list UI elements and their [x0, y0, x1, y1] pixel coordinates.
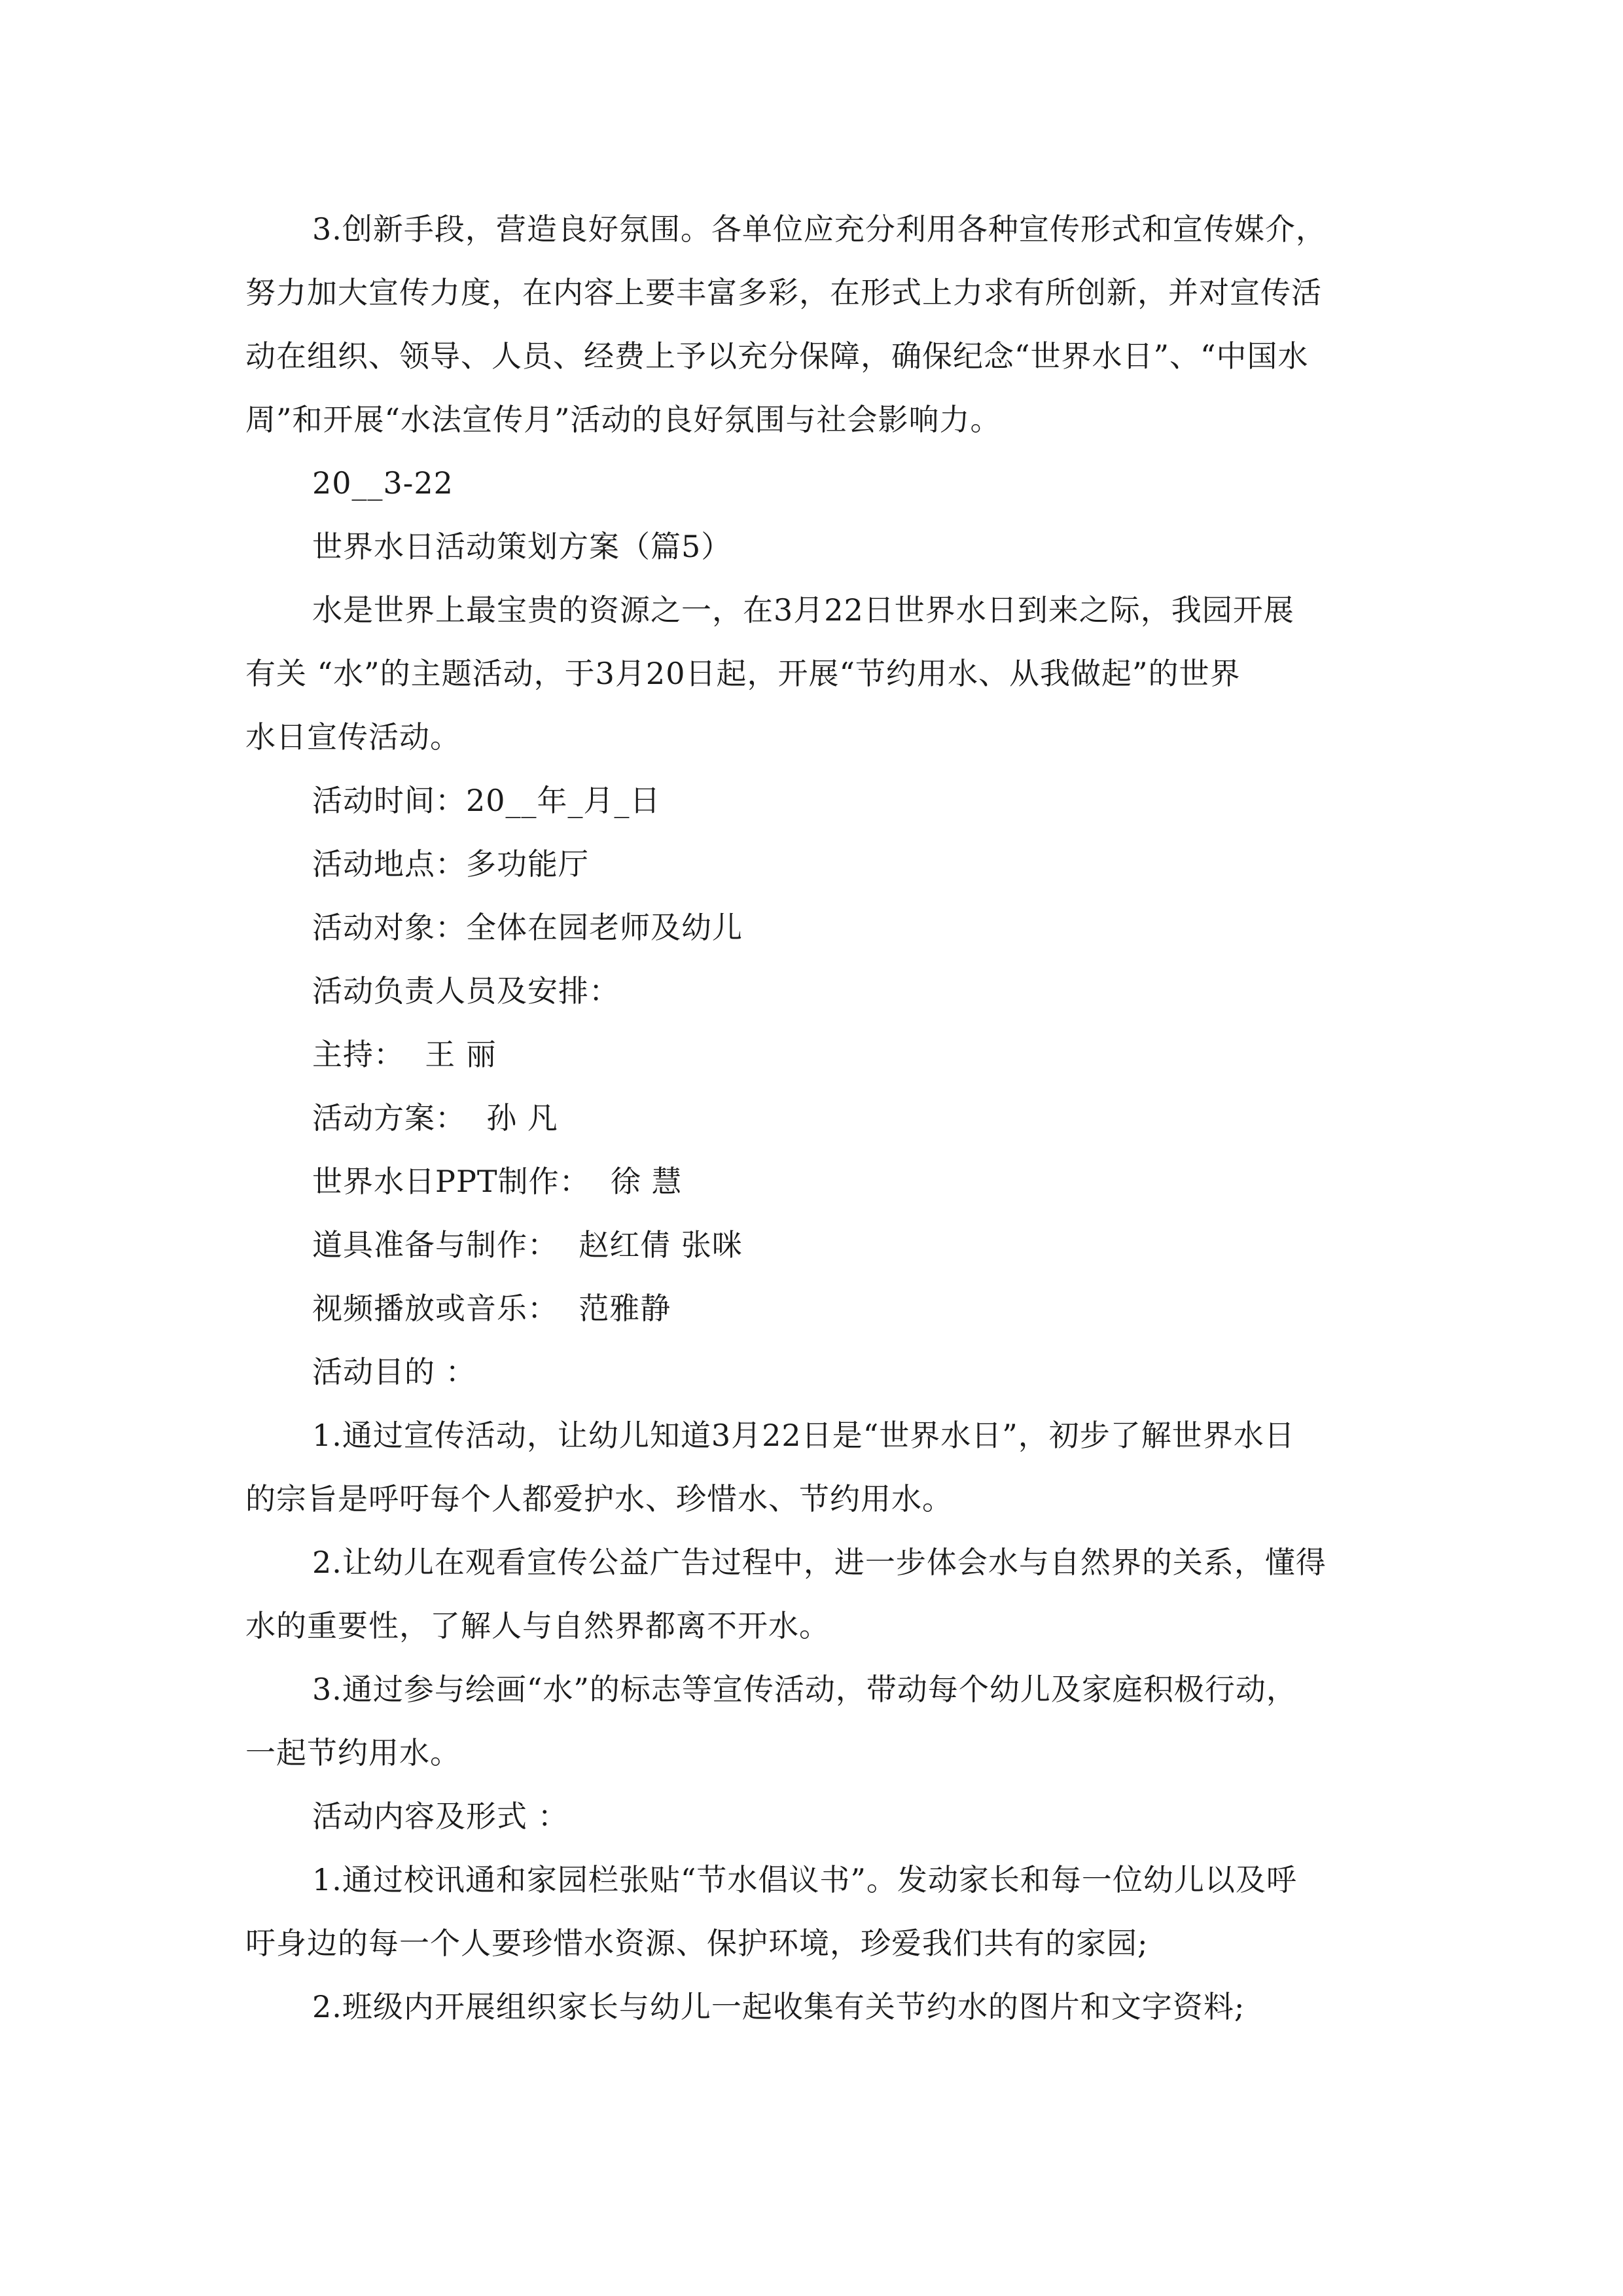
- staff-heading: 活动负责人员及安排：: [312, 973, 620, 1009]
- goals-heading: 活动目的 ：: [312, 1354, 476, 1390]
- staff-ppt: 世界水日PPT制作： 徐 慧: [312, 1164, 683, 1199]
- staff-props: 道具准备与制作： 赵红倩 张咪: [312, 1227, 743, 1263]
- paragraph-line: 水是世界上最宝贵的资源之一，在3月22日世界水日到来之际，我园开展: [312, 592, 1294, 628]
- paragraph-line: 1.通过宣传活动，让幼儿知道3月22日是“世界水日”，初步了解世界水日: [312, 1418, 1295, 1453]
- paragraph-line: 3.通过参与绘画“水”的标志等宣传活动，带动每个幼儿及家庭积极行动，: [312, 1672, 1297, 1707]
- date-line: 20__3-22: [312, 465, 454, 501]
- paragraph-line: 有关 “水”的主题活动，于3月20日起，开展“节约用水、从我做起”的世界: [245, 656, 1241, 691]
- paragraph-line: 2.让幼儿在观看宣传公益广告过程中，进一步体会水与自然界的关系，懂得: [312, 1545, 1327, 1580]
- activity-time: 活动时间：20__年_月_日: [312, 783, 661, 818]
- staff-plan: 活动方案： 孙 凡: [312, 1100, 558, 1136]
- content-heading: 活动内容及形式 ：: [312, 1799, 569, 1834]
- paragraph-line: 一起节约用水。: [245, 1735, 461, 1770]
- paragraph-line: 3.创新手段，营造良好氛围。各单位应充分利用各种宣传形式和宣传媒介，: [312, 211, 1327, 247]
- activity-location: 活动地点：多功能厅: [312, 846, 589, 882]
- paragraph-line: 1.通过校讯通和家园栏张贴“节水倡议书”。发动家长和每一位幼儿以及呼: [312, 1862, 1297, 1897]
- paragraph-line: 吁身边的每一个人要珍惜水资源、保护环境，珍爱我们共有的家园;: [245, 1926, 1149, 1961]
- section-title: 世界水日活动策划方案（篇5）: [312, 529, 732, 564]
- paragraph-line: 动在组织、领导、人员、经费上予以充分保障，确保纪念“世界水日”、“中国水: [245, 338, 1309, 374]
- paragraph-line: 水日宣传活动。: [245, 719, 461, 755]
- paragraph-line: 2.班级内开展组织家长与幼儿一起收集有关节约水的图片和文字资料;: [312, 1989, 1245, 2024]
- paragraph-line: 的宗旨是呼吁每个人都爱护水、珍惜水、节约用水。: [245, 1481, 953, 1516]
- staff-host: 主持： 王 丽: [312, 1037, 497, 1072]
- paragraph-line: 努力加大宣传力度，在内容上要丰富多彩，在形式上力求有所创新，并对宣传活: [245, 275, 1322, 310]
- staff-media: 视频播放或音乐： 范雅静: [312, 1291, 671, 1326]
- activity-audience: 活动对象：全体在园老师及幼儿: [312, 910, 743, 945]
- paragraph-line: 周”和开展“水法宣传月”活动的良好氛围与社会影响力。: [245, 402, 1001, 437]
- paragraph-line: 水的重要性，了解人与自然界都离不开水。: [245, 1608, 830, 1643]
